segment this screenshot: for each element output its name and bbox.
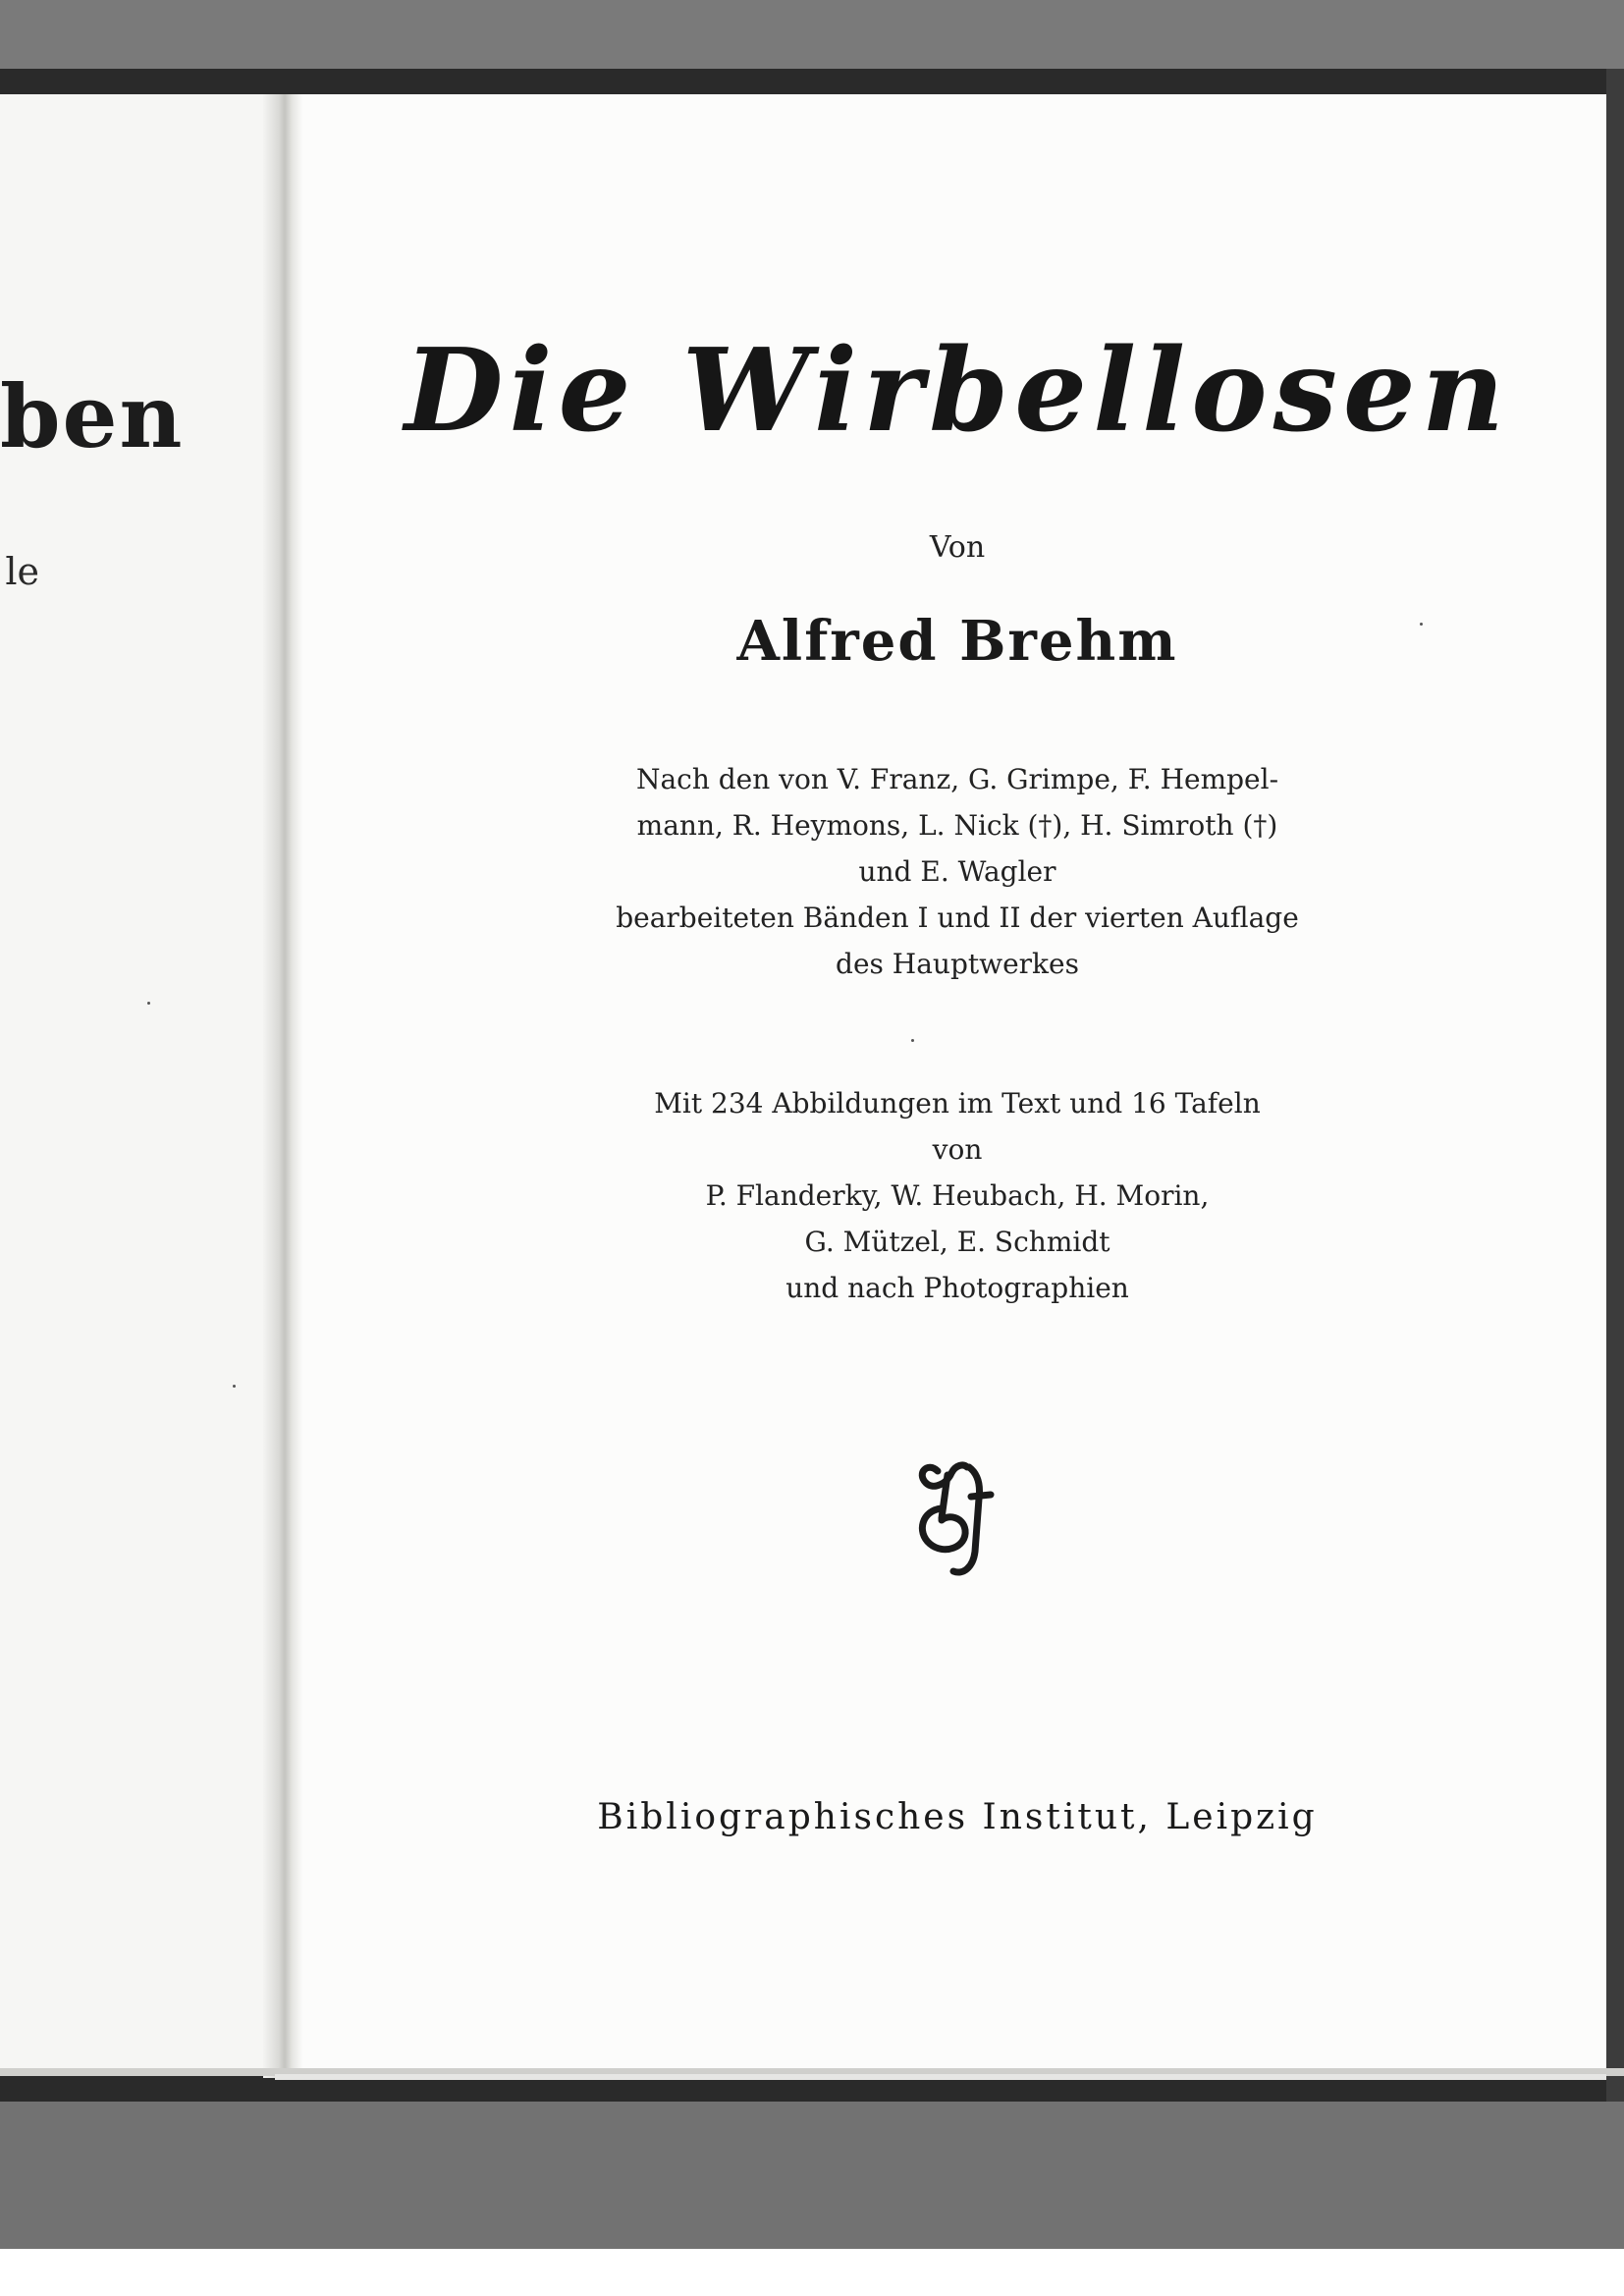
illustration-line: Mit 234 Abbildungen im Text und 16 Tafeln (654, 1087, 1261, 1120)
publisher-name: Bibliographisches Institut, Leipzig (597, 1797, 1318, 1837)
illustration-line: von (932, 1133, 983, 1166)
book-gutter (263, 94, 302, 2078)
credits-line: mann, R. Heymons, L. Nick (†), H. Simroth (†) (636, 809, 1278, 842)
illustration-line: G. Mützel, E. Schmidt (804, 1226, 1110, 1258)
author-name: Alfred Brehm (736, 609, 1178, 674)
table-surface-top (0, 0, 1624, 74)
left-page-title-fragment: ben (0, 365, 185, 467)
editor-credits (393, 756, 1522, 987)
paper-speck (147, 1002, 150, 1005)
book-title: Die Wirbellosen (404, 324, 1511, 458)
illustration-line: P. Flanderky, W. Heubach, H. Morin, (705, 1179, 1210, 1212)
credits-line: bearbeiteten Bänden I und II der vierten Auflage (616, 902, 1299, 934)
publisher-monogram-icon (908, 1453, 1006, 1581)
credits-line: Nach den von V. Franz, G. Grimpe, F. Hempel- (635, 763, 1279, 795)
left-page-line-fragment: le (5, 550, 39, 593)
paper-speck (233, 1385, 236, 1388)
paper-speck (1420, 623, 1423, 626)
credits-line: des Hauptwerkes (836, 948, 1079, 980)
book-cover-edge (1606, 69, 1624, 2107)
illustration-line: und nach Photographien (785, 1272, 1129, 1304)
scan-margin (0, 2249, 1624, 2296)
illustration-credits (393, 1080, 1522, 1311)
by-label: Von (929, 530, 986, 565)
page-bottom-shadow (275, 2074, 1606, 2080)
credits-line: und E. Wagler (858, 855, 1056, 888)
paper-speck (911, 1039, 914, 1042)
